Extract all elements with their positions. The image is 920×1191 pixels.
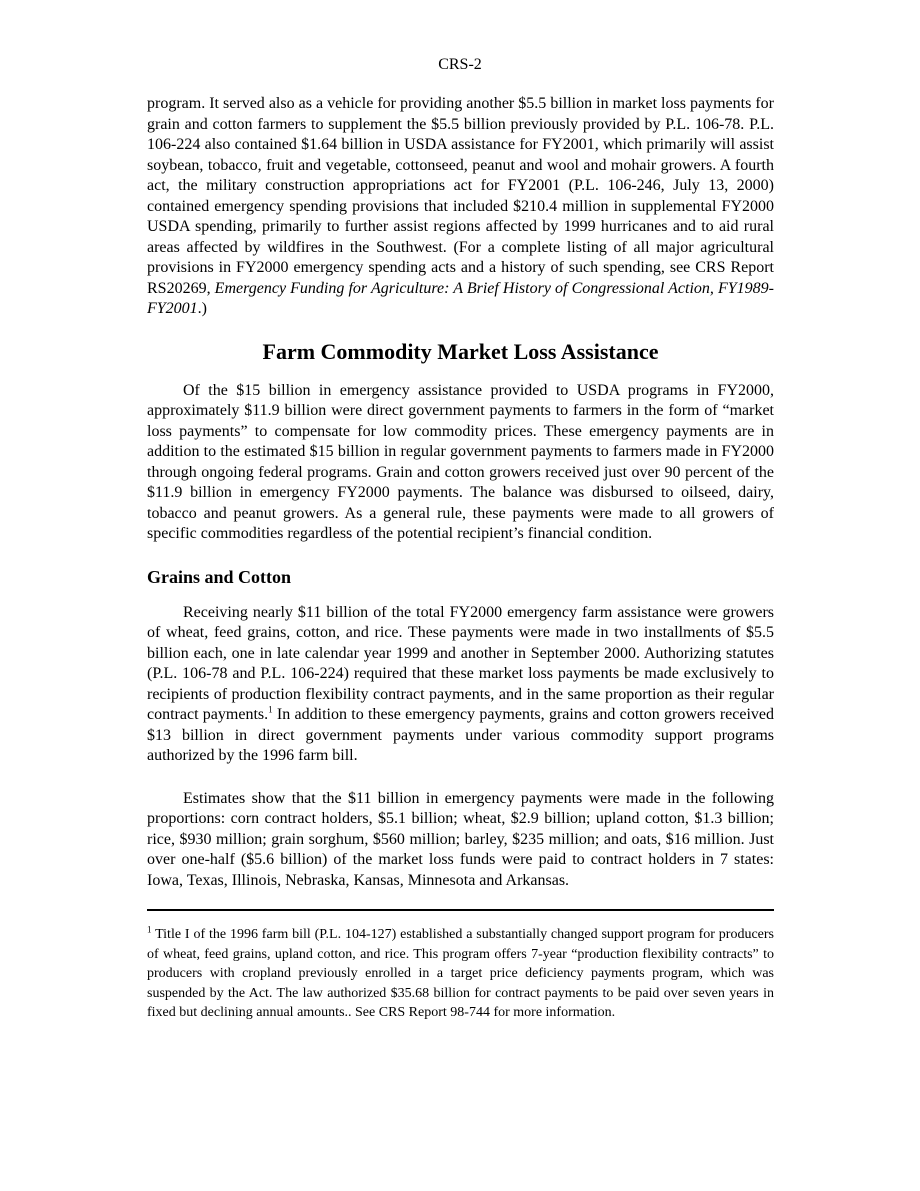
grains-paragraph-2: Estimates show that the $11 billion in emergency payments were made in the following proportions: corn contract holders, $5.1 billion; wheat, $2.9 billion; upland cotton, $1.3 billion; rice, $930 million; grain sorghum, $560 million; barley, $235 million; and oats, $16 million. Just over one-half ($5.6 billion) of the market loss funds were paid to contract holders in 7 states: Iowa, Texas, Illinois, Nebraska, Kansas, Minnesota and Arkansas. <box>147 789 774 889</box>
footnote-divider <box>147 909 774 911</box>
report-citation: Emergency Funding for Agriculture: A Brief History of Congressional Action, FY1989-FY2001 <box>147 279 774 317</box>
section-paragraph: Of the $15 billion in emergency assistance provided to USDA programs in FY2000, approximately $11.9 billion were direct government payments to farmers in the form of “market loss payments” to compensate for low commodity prices. These emergency payments are in addition to the estimated $15 billion in regular government payments to farmers made in FY2000 through ongoing federal programs. Grain and cotton growers received just over 90 percent of the $11.9 billion in emergency FY2000 payments. The balance was disbursed to oilseed, dairy, tobacco and peanut growers. As a general rule, these payments were made to all growers of specific commodities regardless of the potential recipient’s financial condition. <box>147 381 774 542</box>
footnote-paragraph <box>147 925 774 1023</box>
intro-paragraph <box>147 94 774 320</box>
grains-paragraph-1-continuation: In addition to these emergency payments, grains and cotton growers received $13 billion in direct government payments under various commodity support programs authorized by the 1996 farm bill. <box>147 706 775 764</box>
subsection-title: Grains and Cotton <box>147 566 292 587</box>
footnote <box>147 925 774 1023</box>
section-title: Farm Commodity Market Loss Assistance <box>262 338 659 364</box>
grains-paragraph-1-text: Receiving nearly $11 billion of the total FY2000 emergency farm assistance were growers of wheat, feed grains, cotton, and rice. These payments were made in two installments of $5.5 billion each, one in late calendar year 1999 and another in September 2000. Authorizing statutes (P.L. 106-78 and P.L. 106-224) required that these market loss payments be made exclusively to recipients of production flexibility contract payments, and in the same proportion as their regular contract payments. <box>147 603 774 723</box>
grains-paragraph-1 <box>147 603 774 767</box>
document-body <box>147 94 774 1023</box>
intro-text: program. It served also as a vehicle for providing another $5.5 billion in market loss payments for grain and cotton farmers to supplement the $5.5 billion previously provided by P.L. 106-78. P.L. 106-224 also contained $1.64 billion in USDA assistance for FY2001, which primarily will assist soybean, tobacco, fruit and vegetable, cottonseed, peanut and wool and mohair growers. A fourth act, the military construction appropriations act for FY2001 (P.L. 106-246, July 13, 2000) contained emergency spending provisions that included $210.4 million in supplemental FY2000 USDA spending, primarily to further assist regions affected by 1999 hurricanes and to aid rural areas affected by wildfires in the Southwest. (For a complete listing of all major agricultural provisions in FY2000 emergency spending acts and a history of such spending, see CRS Report RS20269, <box>147 95 774 297</box>
footnote-text: Title I of the 1996 farm bill (P.L. 104-127) established a substantially changed support program for producers of wheat, feed grains, upland cotton, and rice. This program offers 7-year “production flexibility contracts” to producers with cropland previously enrolled in a target price deficiency payments program, which was suspended by the Act. The law authorized $35.68 billion for contract payments to be paid over seven years in fixed but declining annual amounts.. See CRS Report 98-744 for more information. <box>147 927 774 1020</box>
footnote-reference: 1 <box>268 704 273 715</box>
page-number: CRS-2 <box>438 56 482 73</box>
intro-closing: .) <box>197 300 207 317</box>
footnote-marker: 1 <box>147 924 152 935</box>
